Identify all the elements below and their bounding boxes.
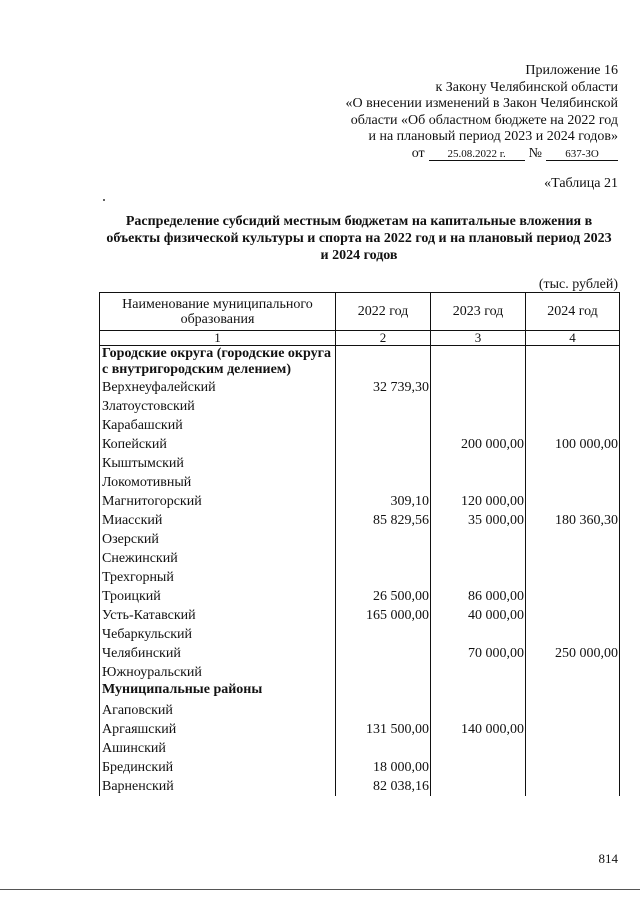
amount-2024 bbox=[526, 606, 620, 625]
stray-dot bbox=[103, 199, 105, 201]
amount-2022: 131 500,00 bbox=[336, 720, 431, 739]
page-number: 814 bbox=[598, 851, 618, 866]
amount-2024 bbox=[526, 777, 620, 796]
municipality-name: Брединский bbox=[100, 758, 336, 777]
amount-2022 bbox=[336, 416, 431, 435]
municipality-name: Верхнеуфалейский bbox=[100, 378, 336, 397]
amount-2022 bbox=[336, 397, 431, 416]
amount-2022 bbox=[336, 454, 431, 473]
municipality-name: Карабашский bbox=[100, 416, 336, 435]
amount-2023: 140 000,00 bbox=[431, 720, 526, 739]
empty-cell bbox=[336, 682, 431, 701]
amount-2024 bbox=[526, 739, 620, 758]
amount-2023: 120 000,00 bbox=[431, 492, 526, 511]
municipality-name: Ашинский bbox=[100, 739, 336, 758]
table-row bbox=[100, 454, 620, 473]
amount-2024 bbox=[526, 492, 620, 511]
law-number: 637-ЗО bbox=[546, 148, 618, 161]
amount-2022 bbox=[336, 701, 431, 720]
table-row bbox=[100, 549, 620, 568]
municipality-name: Чебаркульский bbox=[100, 625, 336, 644]
law-date-number bbox=[346, 146, 619, 163]
table-row bbox=[100, 568, 620, 587]
municipality-name: Усть-Катавский bbox=[100, 606, 336, 625]
amount-2023 bbox=[431, 777, 526, 796]
column-header-2022: 2022 год bbox=[336, 293, 431, 331]
amount-2024 bbox=[526, 701, 620, 720]
amount-2023: 40 000,00 bbox=[431, 606, 526, 625]
title-line-3: и 2024 годов bbox=[320, 248, 398, 263]
table-row bbox=[100, 397, 620, 416]
table-label: «Таблица 21 bbox=[544, 176, 618, 191]
amount-2022: 18 000,00 bbox=[336, 758, 431, 777]
column-number: 1 bbox=[100, 331, 336, 346]
table-row bbox=[100, 625, 620, 644]
table-row bbox=[100, 492, 620, 511]
municipality-name: Локомотивный bbox=[100, 473, 336, 492]
number-sign: № bbox=[528, 145, 542, 161]
municipality-name: Троицкий bbox=[100, 587, 336, 606]
table-row bbox=[100, 378, 620, 397]
empty-cell bbox=[526, 346, 620, 379]
amount-2022 bbox=[336, 549, 431, 568]
column-header-2024: 2024 год bbox=[526, 293, 620, 331]
group-title: Муниципальные районы bbox=[100, 682, 336, 701]
document-header bbox=[346, 63, 619, 162]
amount-2023 bbox=[431, 568, 526, 587]
municipality-name: Кыштымский bbox=[100, 454, 336, 473]
municipality-name: Миасский bbox=[100, 511, 336, 530]
amount-2023: 200 000,00 bbox=[431, 435, 526, 454]
group-row bbox=[100, 682, 620, 701]
municipality-name: Трехгорный bbox=[100, 568, 336, 587]
amount-2024 bbox=[526, 587, 620, 606]
amount-2022: 165 000,00 bbox=[336, 606, 431, 625]
amount-2022 bbox=[336, 473, 431, 492]
amount-2024 bbox=[526, 473, 620, 492]
amount-2023 bbox=[431, 701, 526, 720]
amount-2023 bbox=[431, 397, 526, 416]
table-row bbox=[100, 473, 620, 492]
amount-2024 bbox=[526, 549, 620, 568]
amount-2022 bbox=[336, 435, 431, 454]
empty-cell bbox=[336, 346, 431, 379]
law-date: 25.08.2022 г. bbox=[429, 148, 525, 161]
units-label: (тыс. рублей) bbox=[538, 277, 618, 292]
from-label: от bbox=[411, 145, 425, 161]
table-row bbox=[100, 530, 620, 549]
law-title-line-3: и на плановый период 2023 и 2024 годов» bbox=[368, 129, 618, 144]
municipality-name: Магнитогорский bbox=[100, 492, 336, 511]
amount-2023 bbox=[431, 758, 526, 777]
table-row bbox=[100, 758, 620, 777]
amount-2022 bbox=[336, 530, 431, 549]
table-row bbox=[100, 587, 620, 606]
law-reference: к Закону Челябинской области bbox=[435, 79, 618, 95]
amount-2023 bbox=[431, 739, 526, 758]
amount-2024 bbox=[526, 397, 620, 416]
title-line-2: объекты физической культуры и спорта на 2022 год и на плановый период 2023 bbox=[106, 231, 612, 246]
amount-2022 bbox=[336, 568, 431, 587]
municipality-name: Копейский bbox=[100, 435, 336, 454]
amount-2022 bbox=[336, 739, 431, 758]
group-title: Городские округа (городские округа с внутригородским делением) bbox=[100, 346, 336, 379]
column-number: 3 bbox=[431, 331, 526, 346]
document-title bbox=[100, 213, 618, 264]
amount-2024 bbox=[526, 454, 620, 473]
table-row bbox=[100, 663, 620, 682]
title-line-1: Распределение субсидий местным бюджетам на капитальные вложения в bbox=[125, 214, 593, 229]
amount-2023 bbox=[431, 625, 526, 644]
table-row bbox=[100, 777, 620, 796]
municipality-name: Аргаяшский bbox=[100, 720, 336, 739]
amount-2023 bbox=[431, 549, 526, 568]
appendix-label: Приложение 16 bbox=[525, 63, 618, 78]
amount-2023 bbox=[431, 454, 526, 473]
amount-2024 bbox=[526, 625, 620, 644]
amount-2024 bbox=[526, 530, 620, 549]
table-row bbox=[100, 701, 620, 720]
amount-2024 bbox=[526, 378, 620, 397]
municipality-name: Южноуральский bbox=[100, 663, 336, 682]
law-title-line-1: «О внесении изменений в Закон Челябинской bbox=[345, 96, 618, 111]
table-row bbox=[100, 739, 620, 758]
amount-2024 bbox=[526, 663, 620, 682]
amount-2023 bbox=[431, 530, 526, 549]
empty-cell bbox=[526, 682, 620, 701]
municipality-name: Златоустовский bbox=[100, 397, 336, 416]
amount-2023: 35 000,00 bbox=[431, 511, 526, 530]
amount-2022 bbox=[336, 625, 431, 644]
column-header-2023: 2023 год bbox=[431, 293, 526, 331]
table-row bbox=[100, 511, 620, 530]
table-row bbox=[100, 606, 620, 625]
amount-2024 bbox=[526, 416, 620, 435]
amount-2022 bbox=[336, 663, 431, 682]
table-row bbox=[100, 416, 620, 435]
table-body bbox=[100, 346, 620, 797]
amount-2024 bbox=[526, 758, 620, 777]
amount-2024: 180 360,30 bbox=[526, 511, 620, 530]
law-title-line-2: области «Об областном бюджете на 2022 год bbox=[350, 112, 618, 128]
amount-2023 bbox=[431, 663, 526, 682]
group-row bbox=[100, 346, 620, 379]
municipality-name: Челябинский bbox=[100, 644, 336, 663]
municipality-name: Озерский bbox=[100, 530, 336, 549]
column-number: 4 bbox=[526, 331, 620, 346]
amount-2022: 82 038,16 bbox=[336, 777, 431, 796]
amount-2022: 32 739,30 bbox=[336, 378, 431, 397]
amount-2023: 70 000,00 bbox=[431, 644, 526, 663]
municipality-name: Снежинский bbox=[100, 549, 336, 568]
amount-2022 bbox=[336, 644, 431, 663]
municipality-name: Варненский bbox=[100, 777, 336, 796]
column-number: 2 bbox=[336, 331, 431, 346]
amount-2024 bbox=[526, 720, 620, 739]
table-row bbox=[100, 720, 620, 739]
subsidy-table bbox=[99, 292, 620, 796]
table-row bbox=[100, 435, 620, 454]
amount-2022: 309,10 bbox=[336, 492, 431, 511]
empty-cell bbox=[431, 682, 526, 701]
amount-2023: 86 000,00 bbox=[431, 587, 526, 606]
amount-2023 bbox=[431, 378, 526, 397]
amount-2022: 85 829,56 bbox=[336, 511, 431, 530]
amount-2022: 26 500,00 bbox=[336, 587, 431, 606]
empty-cell bbox=[431, 346, 526, 379]
column-header-name: Наименование муниципального образования bbox=[100, 293, 336, 331]
amount-2023 bbox=[431, 416, 526, 435]
amount-2023 bbox=[431, 473, 526, 492]
amount-2024: 250 000,00 bbox=[526, 644, 620, 663]
amount-2024 bbox=[526, 568, 620, 587]
table-row bbox=[100, 644, 620, 663]
municipality-name: Агаповский bbox=[100, 701, 336, 720]
page-bottom-rule bbox=[0, 889, 640, 890]
amount-2024: 100 000,00 bbox=[526, 435, 620, 454]
